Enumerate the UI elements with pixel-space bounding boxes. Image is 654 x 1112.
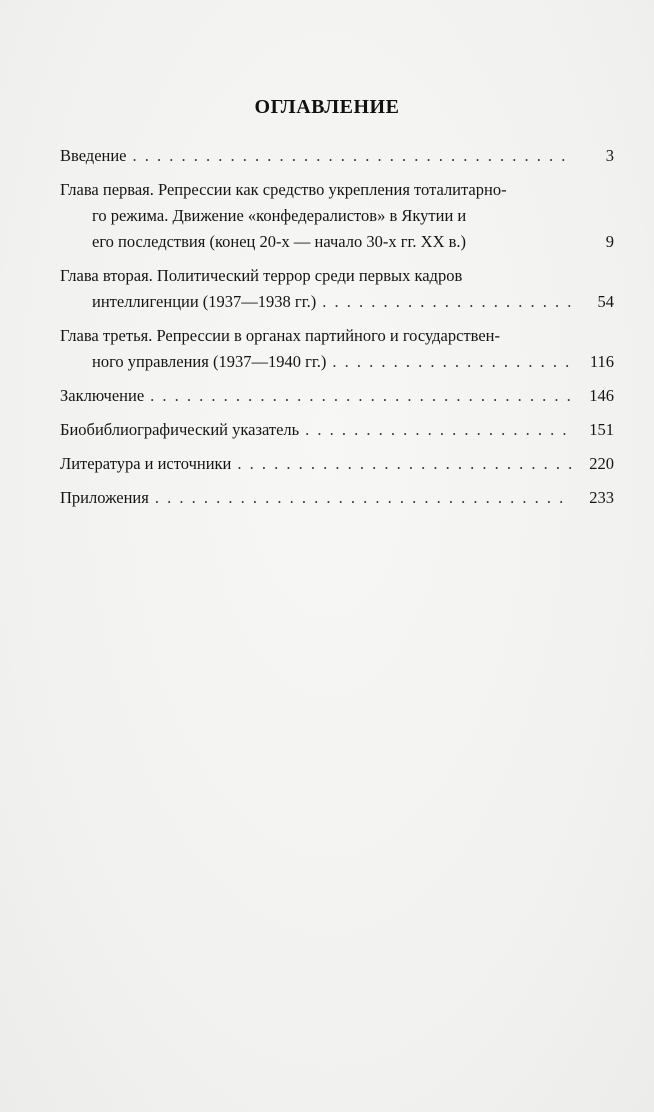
toc-page-number: 3: [605, 146, 614, 165]
toc-entry-title: Заключение: [60, 386, 145, 405]
toc-entry-title-line: го режима. Движение «конфедералистов» в Якутии и: [92, 206, 467, 225]
dot-leader: [332, 349, 572, 375]
dot-leader: [155, 485, 572, 511]
dot-leader: [150, 383, 572, 409]
table-of-contents: [60, 143, 614, 519]
toc-page-number: 151: [589, 420, 614, 439]
toc-entry-title-line: ного управления (1937—1940 гг.): [92, 352, 327, 371]
toc-page-number: 116: [589, 352, 614, 371]
toc-page-number: 233: [589, 488, 614, 507]
toc-page-number: 220: [589, 454, 614, 473]
dot-leader: [322, 289, 572, 315]
toc-entry-title-line: интеллигенции (1937—1938 гг.): [92, 292, 317, 311]
toc-entry-chapter-2[interactable]: [60, 263, 614, 315]
dot-leader: [305, 417, 572, 443]
toc-entry-title-line: Глава третья. Репрессии в органах партийного и государствен-: [60, 326, 501, 345]
dot-leader: [133, 143, 572, 169]
toc-entry-chapter-1[interactable]: [60, 177, 614, 255]
toc-entry-appendices[interactable]: [60, 485, 614, 511]
toc-entry-conclusion[interactable]: [60, 383, 614, 409]
toc-entry-title: Литература и источники: [60, 454, 232, 473]
toc-entry-introduction[interactable]: [60, 143, 614, 169]
toc-entry-literature[interactable]: [60, 451, 614, 477]
page-title: ОГЛАВЛЕНИЕ: [254, 96, 400, 118]
toc-entry-chapter-3[interactable]: [60, 323, 614, 375]
dot-leader: [237, 451, 572, 477]
toc-page-number: 54: [597, 292, 614, 311]
toc-entry-title: Биобиблиографический указатель: [60, 420, 300, 439]
toc-entry-title: Приложения: [60, 488, 149, 507]
toc-entry-title-line: его последствия (конец 20-х — начало 30-х гг. XX в.): [92, 232, 467, 251]
toc-page-number: 146: [589, 386, 614, 405]
toc-entry-title-line: Глава первая. Репрессии как средство укрепления тоталитарно-: [60, 180, 507, 199]
toc-entry-title: Введение: [60, 146, 127, 165]
toc-page-number: 9: [605, 232, 614, 251]
toc-entry-biobibliographic-index[interactable]: [60, 417, 614, 443]
toc-entry-title-line: Глава вторая. Политический террор среди первых кадров: [60, 266, 463, 285]
